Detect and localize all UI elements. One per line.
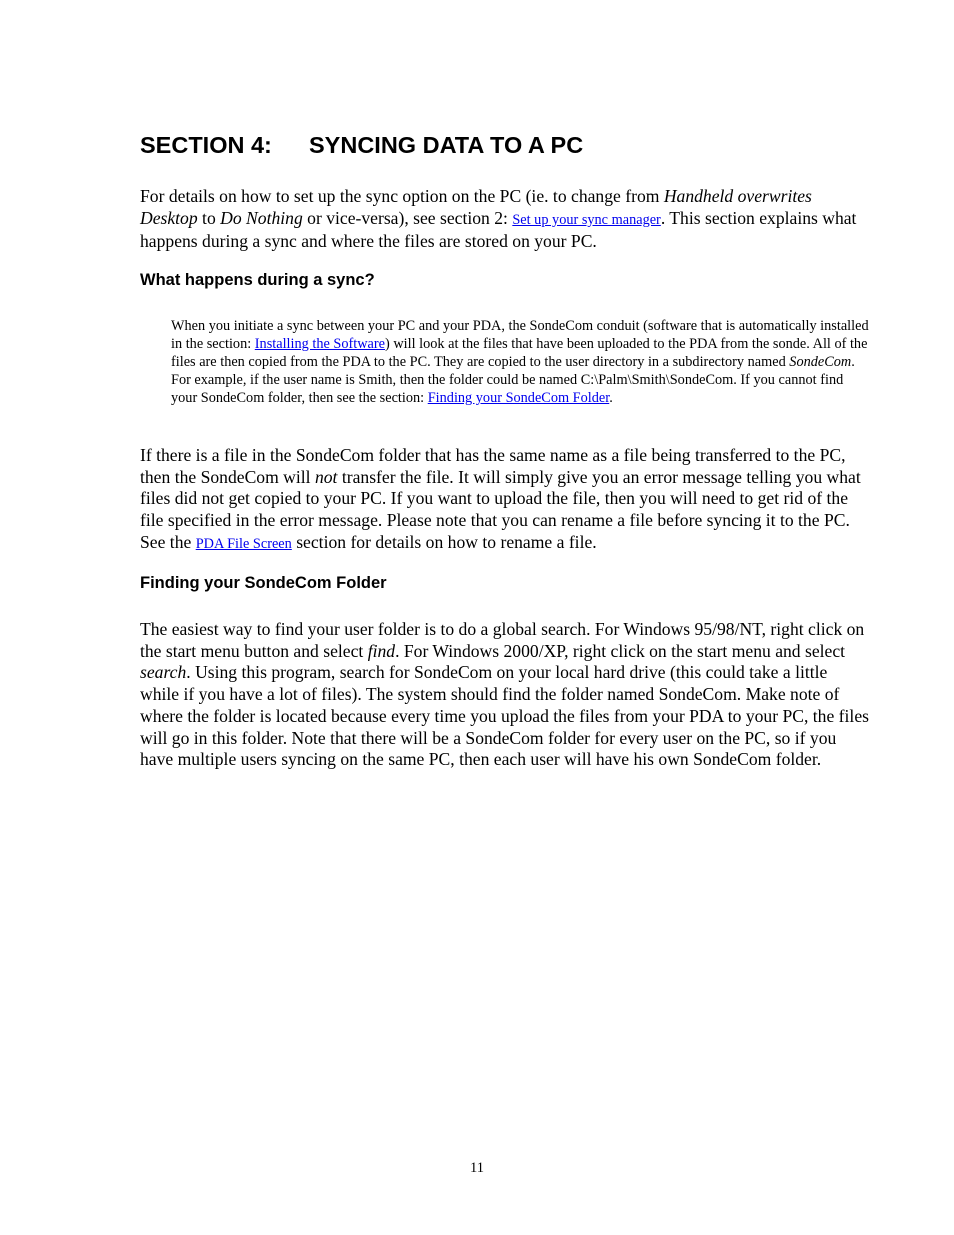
what-happens-text-4: . <box>609 390 613 406</box>
installing-software-link[interactable]: Installing the Software <box>254 336 386 352</box>
what-happens-text-3: . For example, if the user name is Smith, then the folder could be named C:\Palm\Smith\SondeCom. If you cannot find your SondeCom folder, then see the section: <box>171 354 855 406</box>
finding-text-3: . Using this program, search for SondeCom on your local hard drive (this could take a little while if you have a lot of files). The system should find the folder named SondeCom. Make note of where the folder is located because every time you upload the files from your PDA to your PC, the files will go in this folder. Note that there will be a SondeCom folder for every user on the PC, so if you have multiple users syncing on the same PC, then each user will have his own SondeCom folder. <box>140 662 869 770</box>
intro-emphasis-do-nothing: Do Nothing <box>220 207 303 228</box>
duplicate-text-1: If there is a file in the SondeCom folder that has the same name as a file being transferred to the PC, then the SondeCom will <box>140 445 846 487</box>
duplicate-text-2: transfer the file. It will simply give you an error message telling you what files did not get copied to your PC. If you want to upload the file, then you will need to get rid of the file specified in the error message. Please note that you can rename a file before syncing it to the PC. See the <box>140 466 861 552</box>
duplicate-file-paragraph <box>140 445 870 556</box>
what-happens-text-1: When you initiate a sync between your PC and your PDA, the SondeCom conduit (software that is automatically installed in the section: <box>171 318 869 352</box>
page-number: 11 <box>470 1160 484 1176</box>
finding-emphasis-search: search <box>140 662 187 683</box>
intro-text-2: to <box>197 207 221 228</box>
intro-paragraph <box>140 186 870 253</box>
finding-folder-link[interactable]: Finding your SondeCom Folder <box>427 390 610 406</box>
what-happens-text-2: ) will look at the files that have been uploaded to the PDA from the sonde. All of the files are then copied from the PDA to the PC. They are copied to the user directory in a subdirectory named <box>171 336 868 370</box>
pda-file-screen-link[interactable]: PDA File Screen <box>195 535 292 552</box>
intro-text-4: . This section explains what happens during a sync and where the files are stored on your PC. <box>140 207 857 252</box>
section-heading-text: SYNCING DATA TO A PC <box>309 132 584 158</box>
what-happens-paragraph <box>171 317 871 407</box>
duplicate-text-3: section for details on how to rename a file. <box>291 531 597 552</box>
intro-text-1: For details on how to set up the sync option on the PC (ie. to change from <box>140 186 664 206</box>
sync-manager-link[interactable]: Set up your sync manager <box>512 211 661 228</box>
finding-folder-paragraph <box>140 619 870 771</box>
section-number: SECTION 4: <box>140 132 272 158</box>
intro-text-3: or vice-versa), see section 2: <box>302 207 513 228</box>
finding-folder-heading: Finding your SondeCom Folder <box>140 574 387 592</box>
what-happens-heading: What happens during a sync? <box>140 271 375 289</box>
finding-text-1: The easiest way to find your user folder is to do a global search. For Windows 95/98/NT, right click on the start menu button and select <box>140 619 865 661</box>
section-title <box>140 130 583 160</box>
intro-emphasis-handheld: Handheld overwrites Desktop <box>140 186 812 228</box>
finding-emphasis-find: find <box>367 640 396 661</box>
what-happens-emphasis-sondecom: SondeCom <box>789 354 852 370</box>
finding-text-2: . For Windows 2000/XP, right click on the start menu and select <box>395 640 846 661</box>
duplicate-emphasis-not: not <box>314 466 338 487</box>
